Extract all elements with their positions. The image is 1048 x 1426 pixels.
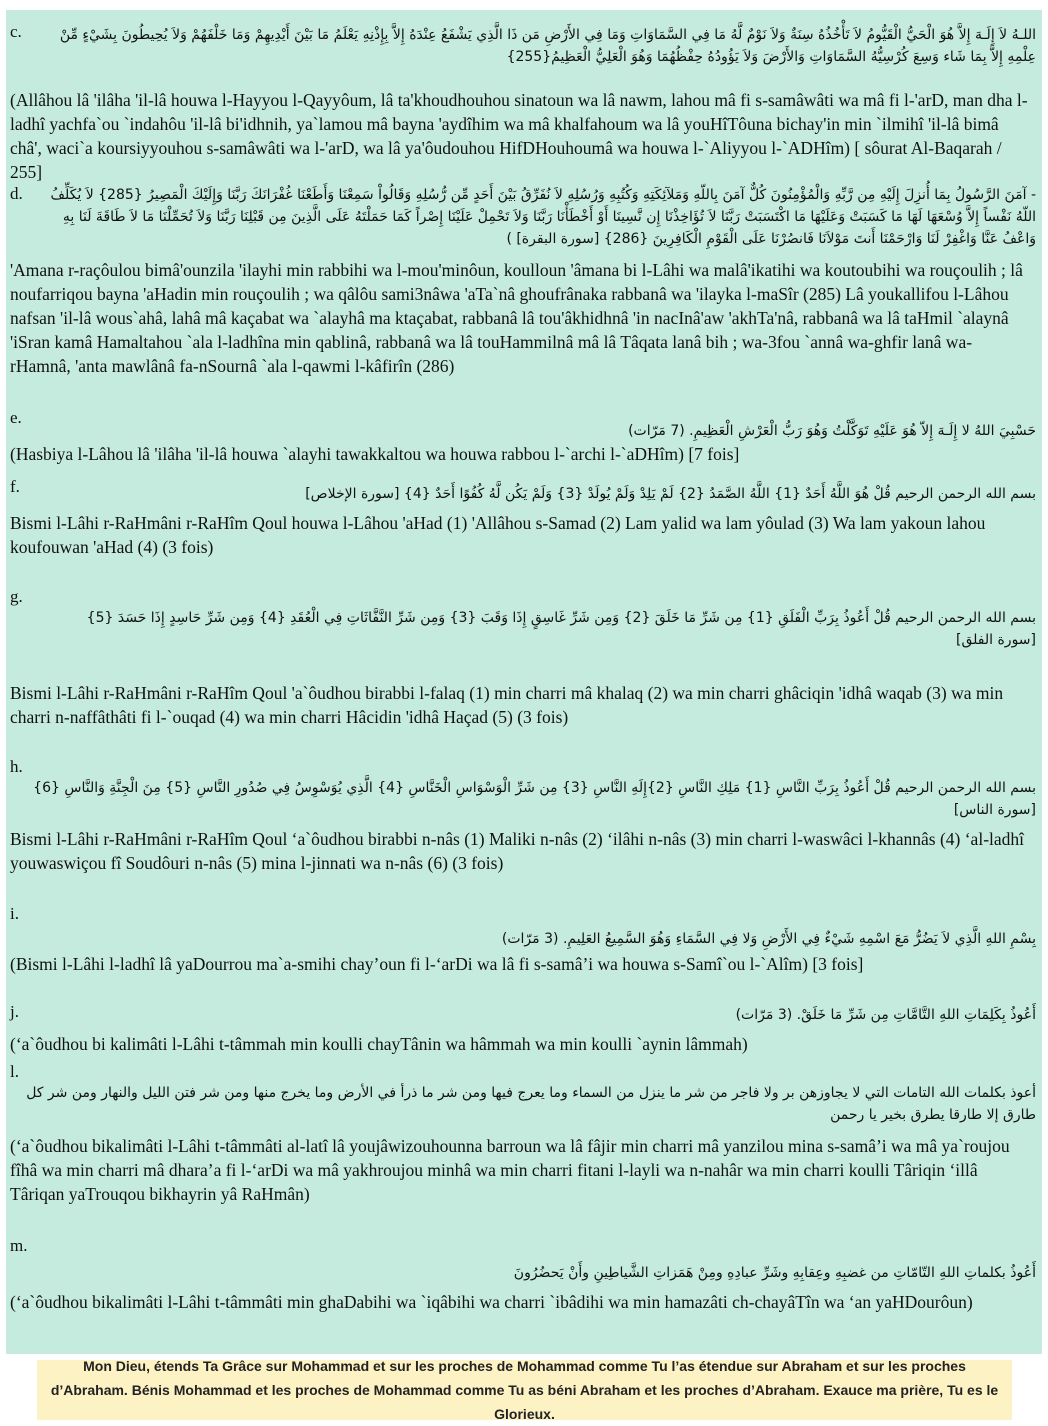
section-letter: m. [10, 1236, 28, 1255]
transliteration: Bismi l-Lâhi r-RaHmâni r-RaHîm Qoul ‘a`ôudhou birabbi n-nâs (1) Maliki n-nâs (2) ‘ilâhi n-nâs (3) min charri l-waswâci l-khannâs (4) ‘al-ladhî youwaswiçou fî Soudôuri n-nâs (5) mina l-jinnati wa n-nâs (6) (3 fois) [10, 829, 1025, 873]
transliteration: 'Amana r-raçôulou bimâ'ounzila 'ilayhi min rabbihi wa l-mou'minôun, koulloun 'âmana bi l-Lâhi wa malâ'ikatihi wa koutoubihi wa rouçoulih ; lâ noufarriqou bayna 'aHadin min rouçoulih ; wa qâlôu sami3nâwa 'aTa`nâ ghoufrânaka rabbanâ wa 'ilayka l-maSîr (285) Lâ youkallifou l-Lâhou nafsan 'il-lâ wous`ahâ, lahâ mâ kaçabat wa `alayhâ ma ktaçabat, rabbanâ lâ tou'âkhidhnâ 'in nacInâ'aw 'akhTa'nâ, rabbanâ wa lâ taHmil `alaynâ 'iSran kamâ Hamaltahou `ala l-ladhîna min qablinâ, rabbanâ wa lâ touHammilnâ mâ lâ Tâqata lanâ bih ; wa-3fou `annâ wa-ghfir lanâ wa-rHamnâ, 'anta mawlânâ fa-nSournâ `ala l-qawmi l-kâfirîn (286) [10, 260, 1023, 376]
arabic-text: بسم الله الرحمن الرحيم قُلْ أَعُوذُ بِرَبِّ النَّاسِ {1} مَلِكِ النَّاسِ {2}إِلَهِ النَّاسِ {3} مِن شَرِّ الْوَسْوَاسِ الْخَنَّاسِ {4} الَّذِي يُوَسْوِسُ فِي صُدُورِ النَّاسِ {5} مِنَ الْجِنَّةِ وَالنَّاسِ {6} [سورة الناس] [33, 780, 1036, 818]
section-letter: j. [10, 1002, 19, 1021]
transliteration: (Allâhou lâ 'ilâha 'il-lâ houwa l-Hayyou l-Qayyôum, lâ ta'khoudhouhou sinatoun wa lâ nawm, lahou mâ fi s-samâwâti wa mâ fi l-'arD, man dha l-ladhî yachfa`ou `indahôu 'il-lâ bi'idhnih, ya`lamou mâ bayna 'aydîhim wa mâ khalfahoum wa lâ youHîTôuna bichay'in min `ilmihî 'il-lâ bimâ châ', waci`a koursiyyouhou s-samâwâti wa l-'arD, wa lâ ya'ôudouhou HifDHouhoumâ wa houwa l-`Aliyyou l-`ADHîm) [ sôurat Al-Baqarah / 255] [10, 90, 1028, 182]
section-letter: d. [10, 184, 23, 203]
section-h [6, 757, 1042, 887]
arabic-text: أعوذ بكلمات الله التامات التي لا يجاوزهن بر ولا فاجر من شر ما ينزل من السماء وما يعرج فيها ومن شر ما ذرأ في الأرض وما يخرج منها ومن شر فتن الليل والنهار ومن شر كل طارق إلا طارقا يطرق بخير يا رحمن [26, 1085, 1036, 1123]
transliteration: (‘a`ôudhou bikalimâti l-Lâhi t-tâmmâti al-latî lâ youjâwizouhounna barroun wa lâ fâjir min charri mâ yanzilou mina s-samâ’i wa mâ ya`roujou fîhâ wa min charri mâ dhara’a fi l-‘arDi wa mâ yakhroujou minhâ wa min charri fitani l-layli wa n-nahâr wa min charri koulli Târiqin ‘illâ Târiqan yaTrouqou bikhayrin yâ RaHmân) [10, 1136, 1010, 1204]
transliteration: (‘a`ôudhou bi kalimâti l-Lâhi t-tâmmah min koulli chayTânin wa hâmmah wa min koulli `aynin lâmmah) [10, 1034, 748, 1054]
transliteration: (‘a`ôudhou bikalimâti l-Lâhi t-tâmmâti min ghaDabihi wa `iqâbihi wa charri `ibâdihi wa min hamazâti ch-chayâTîn wa ‘an yaHDourôun) [10, 1292, 973, 1312]
adhkar-panel [6, 10, 1042, 1354]
transliteration: (Hasbiya l-Lâhou lâ 'ilâha 'il-lâ houwa `alayhi tawakkaltou wa houwa rabbou l-`archi l-`aDHîm) [7 fois] [10, 444, 740, 464]
section-letter: i. [10, 904, 19, 923]
transliteration: Bismi l-Lâhi r-RaHmâni r-RaHîm Qoul 'a`ôudhou birabbi l-falaq (1) min charri mâ khalaq (2) wa min charri ghâciqin 'idhâ waqab (3) wa min charri n-naffâthâti fi l-`ouqad (4) wa min charri Hâcidin 'idhâ Haçad (5) (3 fois) [10, 683, 1004, 727]
section-m [6, 1236, 1042, 1346]
arabic-text: أَعُوذُ بكلماتِ اللهِ التّامّاتِ من غضبِهِ وعِقابِهِ وشَرِّ عبادِهِ ومِنْ هَمَزاتِ الشَّياطِينِ وأَنْ يَحضُرُونَ [513, 1265, 1036, 1281]
section-letter: l. [10, 1062, 19, 1081]
section-l [6, 1062, 1042, 1230]
section-letter: g. [10, 587, 23, 606]
section-i [6, 904, 1042, 1000]
arabic-text: حَسْبِيَ اللهُ لا إِلَـهَ إِلاّ هُوَ عَلَيْهِ تَوَكَّلْتُ وَهُوَ رَبُّ الْعَرْشِ الْعَظِيمِ. (7 مَرّات) [628, 423, 1036, 439]
section-g [6, 587, 1042, 737]
arabic-text: أَعُوذُ بِكَلِمَاتِ اللهِ التَّامَّاتِ مِن شَرِّ مَا خَلَقْ. (3 مَرّات) [735, 1007, 1036, 1023]
section-d [6, 182, 1042, 414]
section-j [6, 1002, 1042, 1064]
arabic-text: بسم الله الرحمن الرحيم قُلْ هُوَ اللَّهُ أَحَدٌ {1} اللَّهُ الصَّمَدُ {2} لَمْ يَلِدْ وَلَمْ يُولَدْ {3} وَلَمْ يَكُن لَّهُ كُفُوًا أَحَدٌ {4} [سورة الإخلاص] [305, 486, 1036, 502]
section-letter: e. [10, 408, 22, 427]
closing-prayer-text: Mon Dieu, étends Ta Grâce sur Mohammad et sur les proches de Mohammad comme Tu l’as étendue sur Abraham et sur les proches d’Abraham. Bénis Mohammad et les proches de Mohammad comme Tu as béni Abraham et les proches d’Abraham. Exauce ma prière, Tu es le Glorieux. [50, 1358, 999, 1422]
arabic-text: اللـهُ لاَ إِلَـهَ إِلاَّ هُوَ الْحَيُّ الْقَيُّومُ لاَ تَأْخُذُهُ سِنَةٌ وَلاَ نَوْمٌ لَّهُ مَا فِي السَّمَاوَاتِ وَمَا فِي الأَرْضِ مَن ذَا الَّذِي يَشْفَعُ عِنْدَهُ إِلاَّ بِإِذْنِهِ يَعْلَمُ مَا بَيْنَ أَيْدِيهِمْ وَمَا خَلْفَهُمْ وَلاَ يُحِيطُونَ بِشَيْءٍ مِّنْ عِلْمِهِ إِلاَّ بِمَا شَاء وَسِعَ كُرْسِيُّهُ السَّمَاوَاتِ وَالأَرْضَ وَلاَ يَؤُودُهُ حِفْظُهُمَا وَهُوَ الْعَلِيُّ الْعَظِيمُ{255} [59, 27, 1036, 65]
transliteration: Bismi l-Lâhi r-RaHmâni r-RaHîm Qoul houwa l-Lâhou 'aHad (1) 'Allâhou s-Samad (2) Lam yalid wa lam yôulad (3) Wa lam yakoun lahou koufouwan 'aHad (4) (3 fois) [10, 513, 986, 557]
closing-prayer-banner [37, 1360, 1012, 1420]
section-letter: f. [10, 477, 20, 496]
section-letter: h. [10, 757, 23, 776]
section-f [6, 477, 1042, 557]
arabic-text: بسم الله الرحمن الرحيم قُلْ أَعُوذُ بِرَبِّ الْفَلَقِ {1} مِن شَرِّ مَا خَلَقَ {2} وَمِن شَرِّ غَاسِقٍ إِذَا وَقَبَ {3} وَمِن شَرِّ النَّفَّاثَاتِ فِي الْعُقَدِ {4} وَمِن شَرِّ حَاسِدٍ إِذَا حَسَدَ {5} [سورة الفلق] [86, 610, 1036, 648]
section-letter: c. [10, 22, 22, 41]
section-e [6, 408, 1042, 474]
arabic-text: بِسْمِ اللهِ الَّذِي لاَ يَضُرُّ مَعَ اسْمِهِ شَيْءٌ فِي الأَرْضِ وَلا فِي السَّمَاءِ وَهُوَ السَّمِيعُ العَلِيمِ. (3 مَرّات) [501, 931, 1036, 947]
arabic-text: - آمَنَ الرَّسُولُ بِمَا أُنزِلَ إِلَيْهِ مِن رَّبِّهِ وَالْمُؤْمِنُونَ كُلٌّ آمَنَ بِاللّهِ وَمَلآئِكَتِهِ وَكُتُبِهِ وَرُسُلِهِ لاَ نُفَرِّقُ بَيْنَ أَحَدٍ مِّن رُّسُلِهِ وَقَالُواْ سَمِعْنَا وَأَطَعْنَا غُفْرَانَكَ رَبَّنَا وَإِلَيْكَ الْمَصِيرُ {285} لاَ يُكَلِّفُ اللّهُ نَفْساً إِلاَّ وُسْعَهَا لَهَا مَا كَسَبَتْ وَعَلَيْهَا مَا اكْتَسَبَتْ رَبَّنَا لاَ تُؤَاخِذْنَا إِن نَّسِينَا أَوْ أَخْطَأْنَا رَبَّنَا وَلاَ تَحْمِلْ عَلَيْنَا إِصْراً كَمَا حَمَلْتَهُ عَلَى الَّذِينَ مِن قَبْلِنَا رَبَّنَا وَلاَ تُحَمِّلْنَا مَا لاَ طَاقَةَ لَنَا بِهِ وَاعْفُ عَنَّا وَاغْفِرْ لَنَا وَارْحَمْنَا أَنتَ مَوْلاَنَا فَانصُرْنَا عَلَى الْقَوْمِ الْكَافِرِينَ {286} [سورة البقرة] ) [50, 187, 1036, 247]
section-c [6, 20, 1042, 180]
transliteration: (Bismi l-Lâhi l-ladhî lâ yaDourrou ma`a-smihi chay’oun fi l-‘arDi wa lâ fi s-samâ’i wa houwa s-Samî`ou l-`Alîm) [3 fois] [10, 954, 864, 974]
